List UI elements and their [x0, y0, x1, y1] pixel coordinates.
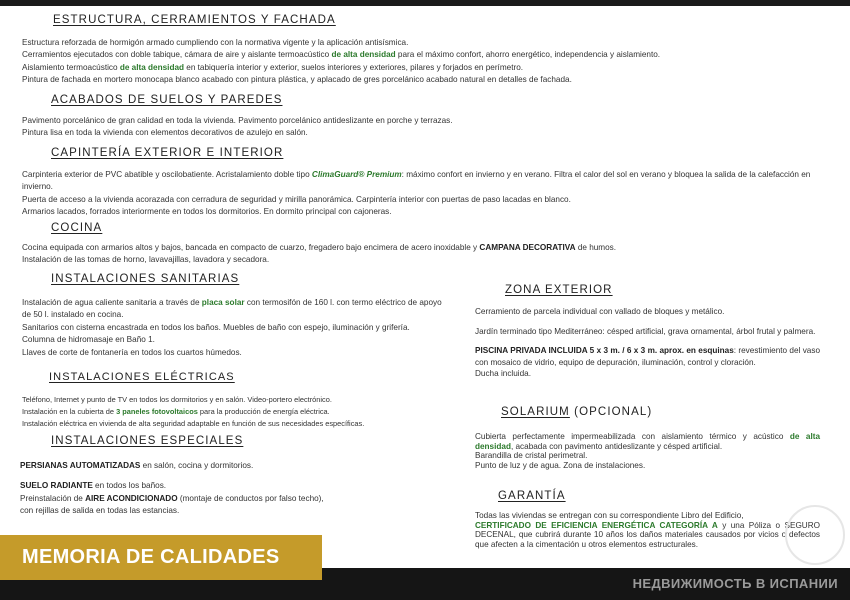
text-line: SUELO RADIANTE en todos los baños. [20, 481, 167, 491]
text-line: Armarios lacados, forrados interiormente en todos los dormitorios. En dormito principal con cajoneras. [22, 207, 392, 217]
text-line: Cerramiento de parcela individual con vallado de bloques y metálico. [475, 307, 725, 316]
text-line: Instalación de agua caliente sanitaria a través de placa solar con termosifón de 160 l. con termo eléctrico de apoyo de 50 l. instalado en cocina. [22, 298, 442, 320]
section-title-exterior: ZONA EXTERIOR [505, 284, 613, 296]
text-line: PISCINA PRIVADA INCLUIDA 5 x 3 m. / 6 x 3 m. aprox. en esquinas: revestimiento del vaso con mosaico de vidrio, equipo de depuración, iluminación, control y cloración. [475, 346, 820, 367]
watermark-text: НЕДВИЖИМОСТЬ В ИСПАНИИ [632, 576, 838, 591]
section-body-especiales [20, 460, 440, 518]
text-line: Barandilla de cristal perimetral. [475, 451, 588, 461]
highlight: placa solar [201, 298, 245, 307]
watermark-seal-icon [785, 505, 845, 565]
top-bar [0, 0, 850, 6]
text-line: Punto de luz y de agua. Zona de instalaciones. [475, 460, 646, 470]
text-line: Cubierta perfectamente impermeabilizada con aislamiento térmico y acústico de alta densidad, acabada con pavimento antideslizante y césped artificial. [475, 432, 820, 451]
text-line: Estructura reforzada de hormigón armado cumpliendo con la normativa vigente y la aplicación antisísmica. [22, 38, 409, 47]
section-body-exterior [475, 306, 820, 380]
section-title-estructura: ESTRUCTURA, CERRAMIENTOS Y FACHADA [53, 14, 336, 26]
section-body-cocina [22, 242, 822, 267]
text-line: Llaves de corte de fontanería en todos los cuartos húmedos. [22, 347, 242, 357]
text-line: Pavimento porcelánico de gran calidad en toda la vivienda. Pavimento porcelánico antideslizante en porche y terrazas. [22, 116, 453, 125]
section-title-especiales: INSTALACIONES ESPECIALES [51, 435, 244, 447]
highlight: ClimaGuard® Premium [311, 170, 402, 179]
text-line: Pintura de fachada en mortero monocapa blanco acabado con pintura plástica, y aplacado de gres porcelánico acabado natural en detalles de fachada. [22, 75, 572, 85]
text-line: Instalación en la cubierta de 3 paneles fotovoltaicos para la producción de energía eléctrica. [22, 407, 330, 416]
text-line: CERTIFICADO DE EFICIENCIA ENERGÉTICA CATEGORÍA A y una Póliza o SEGURO DECENAL, que cubrirá durante 10 años los daños materiales causados por vicios o defectos que afecten a la cimentación u otros elementos estructurales. [475, 520, 821, 549]
section-title-cocina: COCINA [51, 222, 103, 234]
section-body-sanitarias [22, 297, 442, 359]
section-body-garantia [475, 511, 820, 549]
section-title-solarium: SOLARIUM (OPCIONAL) [501, 406, 653, 418]
text-line: Instalación de las tomas de horno, lavavajillas, lavadora y secadora. [22, 255, 270, 265]
section-title-garantia: GARANTÍA [498, 490, 566, 502]
text-line: Sanitarios con cisterna encastrada en todos los baños. Muebles de baño con espejo, iluminación y grifería. Columna de hidromasaje en Baño 1. [22, 322, 410, 345]
text-line: Pintura lisa en toda la vivienda con elementos decorativos de azulejo en salón. [22, 128, 308, 138]
text-line: Jardín terminado tipo Mediterráneo: césped artificial, grava ornamental, árbol frutal y palmera. [475, 326, 816, 336]
text-line: PERSIANAS AUTOMATIZADAS en salón, cocina y dormitorios. [20, 461, 254, 470]
section-title-carpinteria: CAPINTERÍA EXTERIOR E INTERIOR [51, 147, 284, 159]
text-line: Carpinteria exterior de PVC abatible y oscilobatiente. Acristalamiento doble tipo ClimaGuard® Premium: máximo confort en invierno y en verano. Filtra el calor del sol en verano y bloquea la salida de la calefacción en invierno. [22, 170, 811, 192]
text-line: Preinstalación de AIRE ACONDICIONADO (montaje de conductos por falso techo), [20, 493, 324, 503]
section-body-acabados [22, 115, 822, 140]
highlight: 3 paneles fotovoltaicos [116, 407, 198, 416]
text-line: Instalación eléctrica en vivienda de alta seguridad adaptable en función de sus necesidades específicas. [22, 419, 365, 428]
section-body-solarium [475, 432, 820, 470]
text-line: Aislamiento termoacústico de alta densidad en tabiquería interior y exterior, suelos interiores y exteriores, pilares y forjados en perímetro. [22, 62, 524, 72]
section-title-electricas: INSTALACIONES ELÉCTRICAS [49, 371, 235, 383]
section-body-carpinteria [22, 169, 822, 219]
highlight: de alta densidad [475, 432, 820, 451]
section-body-electricas [22, 394, 452, 430]
text-line: Teléfono, Internet y punto de TV en todos los dormitorios y en salón. Video-portero electrónico. [22, 395, 332, 404]
text-line: con rejillas de salida en todas las estancias. [20, 506, 180, 516]
text-line: Cocina equipada con armarios altos y bajos, bancada en compacto de cuarzo, fregadero bajo encimera de acero inoxidable y CAMPANA DECORATIVA de humos. [22, 243, 617, 252]
banner-title: MEMORIA DE CALIDADES [22, 546, 280, 568]
highlight: CERTIFICADO DE EFICIENCIA ENERGÉTICA CATEGORÍA A [475, 520, 718, 530]
section-title-sanitarias: INSTALACIONES SANITARIAS [51, 273, 240, 285]
highlight: de alta densidad [119, 62, 184, 72]
text-line: Ducha incluida. [475, 369, 531, 378]
section-title-acabados: ACABADOS DE SUELOS Y PAREDES [51, 94, 283, 106]
section-body-estructura [22, 37, 822, 87]
highlight: CAMPANA DECORATIVA [479, 243, 576, 252]
text-line: Cerramientos ejecutados con doble tabique, cámara de aire y aislante termoacústico de alta densidad para el máximo confort, ahorro energético, independencia y aislamiento. [22, 50, 661, 60]
text-line: Puerta de acceso a la vivienda acorazada con cerradura de seguridad y mirilla panorámica. Carpintería interior con puertas de paso lacadas en blanco. [22, 194, 571, 204]
highlight: de alta densidad [331, 50, 396, 60]
text-line: Todas las viviendas se entregan con su correspondiente Libro del Edificio, [475, 511, 744, 520]
